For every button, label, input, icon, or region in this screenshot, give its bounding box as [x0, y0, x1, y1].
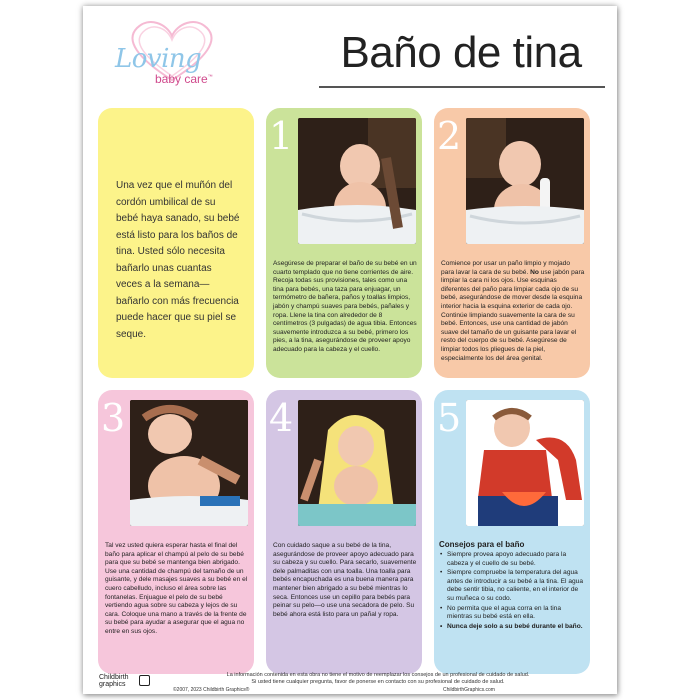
- step-2-photo: [466, 118, 584, 244]
- list-item: • Siempre provea apoyo adecuado para la cabeza y el cuello de su bebé.: [439, 551, 585, 568]
- step-number: 1: [269, 114, 294, 158]
- loving-baby-care-logo: [97, 18, 247, 88]
- step-1-panel: [266, 108, 422, 378]
- logo-subtitle: baby care™: [155, 72, 213, 86]
- logo-mark-icon: [139, 675, 150, 686]
- website-link[interactable]: ChildbirthGraphics.com: [443, 687, 495, 693]
- step-4-text: Con cuidado saque a su bebé de la tina, asegurándose de proveer apoyo adecuado para su cabeza y su cuello. Para secarlo, suavemente dele palmaditas con una toalla. Una toalla para bebés encapuchada es una buena manera para mantener bien abrigado a su bebé mientras lo seca. Entonces use un cepillo para bebés para peinar su pelo—o use una secadora de pelo. Su bebé ahora está listo para un pañal y ropa.: [273, 542, 417, 618]
- poster-sheet: [83, 6, 617, 694]
- disclaimer: La información contenida en esta obra no tiene el motivo de reemplazar los consejos de un profesional de cuidado de salud. Si usted tiene cualquier pregunta, favor de ponerse en contacto con su profesional de cuidado de salud.: [226, 672, 530, 685]
- step-number: 2: [437, 114, 462, 158]
- step-1-text: Asegúrese de preparar el baño de su bebé en un cuarto templado que no tiene corrientes de aire. Recoja todas sus provisiones, tales como una tina para bebés, una taza para enjuagar, un termómetro de bañera, paños y toallas limpios, jabón y champú suaves para bebés, pañales y ropa. Llene la tina con alrededor de 8 centímetros (3 pulgadas) de agua tibia. Entonces suavemente introduzca a su bebé, primero los pies, a la tina, asegurándose de proveer apoyo adecuado para la cabeza y el cuello.: [273, 260, 417, 353]
- step-3-text: Tal vez usted quiera esperar hasta el final del baño para aplicar el champú al pelo de su bebé para que su bebé se mantenga bien abrigado. Use una cantidad de champú del tamaño de un guisante, y dele masajes suaves a su bebé en el cuero cabelludo, incluso el área sobre las fontanelas. Enjuague el pelo de su bebé vertiendo agua sobre su cabeza y lejos de su cara. Coloque una mano a través de la frente de su bebé para ayudar a asegurar que el agua no entre en sus ojos.: [105, 542, 248, 635]
- step-3-photo: [130, 400, 248, 526]
- step-5-panel: [434, 390, 590, 674]
- intro-panel: [98, 108, 254, 378]
- step-number: 5: [437, 396, 462, 440]
- step-number: 4: [269, 396, 294, 440]
- bath-tips: [439, 540, 585, 632]
- list-item: • Siempre compruebe la temperatura del agua antes de introducir a su bebé a la tina. El agua debe sentir tibia, no caliente, en el interior de su muñeca o su codo.: [439, 569, 585, 603]
- logo-word: Loving: [115, 44, 202, 74]
- step-1-photo: [298, 118, 416, 244]
- list-item: • No permita que el agua corra en la tina mientras su bebé está en ella.: [439, 605, 585, 622]
- list-item: • Nunca deje solo a su bebé durante el baño.: [439, 623, 585, 632]
- step-2-text: Comience por usar un paño limpio y mojado para lavar la cara de su bebé. No use jabón para limpiar la cara ni los ojos. Use esquinas diferentes del paño para limpiar cada ojo de su bebé, asegurándose de mover desde la esquina interior hacia la esquina exterior de cada ojo. Continúe limpiando suavemente la cara de su bebé. Entonces, use una cantidad de jabón suave del tamaño de un guisante para lavar el resto del cuerpo de su bebé. Asegúrese de limpiar todos los pliegues de la piel, especialmente los del área genital.: [441, 260, 585, 362]
- tips-list: [439, 551, 585, 631]
- title-underline: [319, 86, 605, 88]
- step-4-panel: [266, 390, 422, 674]
- childbirth-graphics-logo: Childbirth graphics: [99, 674, 139, 688]
- step-3-panel: [98, 390, 254, 674]
- copyright: ©2007, 2023 Childbirth Graphics®: [173, 687, 250, 693]
- page-title: Baño de tina: [340, 28, 582, 77]
- step-number: 3: [101, 396, 126, 440]
- step-5-photo: [466, 400, 584, 526]
- tips-title: Consejos para el baño: [439, 540, 525, 549]
- intro-text: Una vez que el muñón del cordón umbilical de su bebé haya sanado, su bebé está listo para los baños de tina. Usted sólo necesita bañarlo unas cuantas veces a la semana—bañarlo con más frecuencia puede hacer que su piel se seque.: [116, 180, 240, 340]
- step-2-panel: [434, 108, 590, 378]
- step-4-photo: [298, 400, 416, 526]
